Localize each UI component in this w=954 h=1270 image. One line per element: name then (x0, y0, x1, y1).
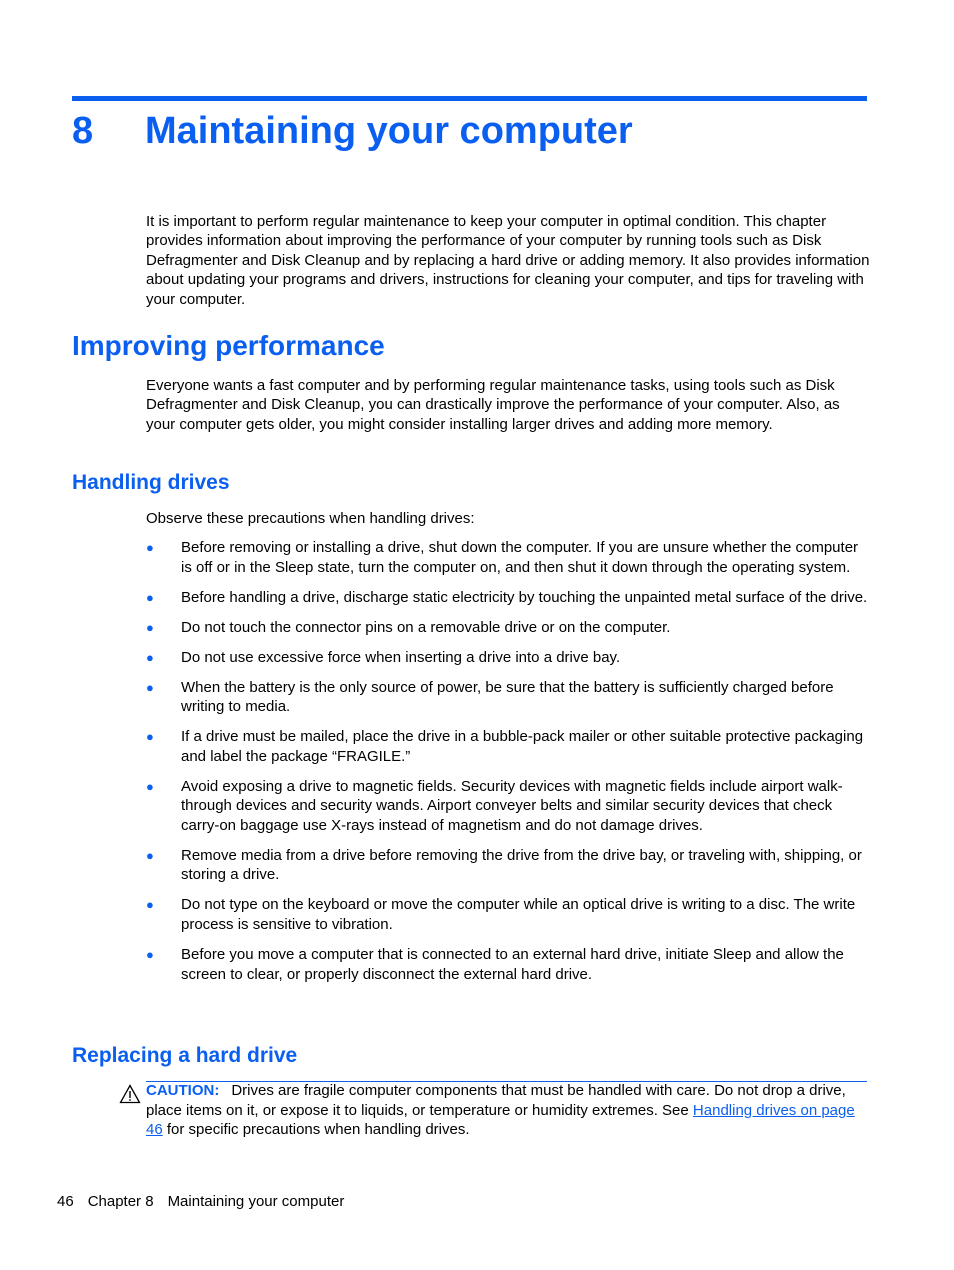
bullet-icon: ● (146, 947, 154, 963)
list-item (146, 588, 870, 608)
bullet-icon: ● (146, 679, 154, 695)
bullet-icon: ● (146, 897, 154, 913)
list-item (146, 945, 870, 984)
list-item (146, 618, 870, 638)
page-footer (57, 1192, 358, 1211)
caution-label: CAUTION: (146, 1082, 220, 1099)
caution-paragraph (146, 1081, 868, 1140)
footer-chapter-title: Maintaining your computer (167, 1193, 345, 1210)
list-item (146, 895, 870, 934)
improving-performance-paragraph: Everyone wants a fast computer and by performing regular maintenance tasks, using tools such as Disk Defragmenter and Disk Cleanup, you can drastically improve the performance of your computer. Also, as your computer gets older, you might consider installing larger drives and adding more memory. (146, 377, 840, 433)
section-heading-improving-performance: Improving performance (72, 330, 385, 361)
bullet-icon: ● (146, 589, 154, 605)
chapter-title: Maintaining your computer (145, 110, 633, 152)
chapter-heading (72, 108, 633, 154)
list-item (146, 538, 870, 577)
list-item-text: Before handling a drive, discharge static electricity by touching the unpainted metal surface of the drive. (181, 588, 868, 606)
list-item (146, 727, 870, 766)
list-item (146, 648, 870, 668)
list-item-text: If a drive must be mailed, place the drive in a bubble-pack mailer or other suitable protective packaging and label the package “FRAGILE.” (181, 728, 864, 765)
chapter-number: 8 (72, 110, 94, 152)
caution-text-after: for specific precautions when handling drives. (162, 1121, 470, 1139)
list-item-text: Before you move a computer that is connected to an external hard drive, initiate Sleep and allow the screen to clear, or properly disconnect the external hard drive. (181, 946, 844, 983)
list-item-text: Do not touch the connector pins on a removable drive or on the computer. (181, 618, 671, 636)
intro-paragraph: It is important to perform regular maintenance to keep your computer in optimal condition. This chapter provides information about improving the performance of your computer by running tools such as Disk Defragmenter and Disk Cleanup and by replacing a hard drive or adding memory. It also provides information about updating your programs and drivers, instructions for cleaning your computer, and tips for traveling with your computer. (146, 213, 870, 308)
bullet-icon: ● (146, 729, 154, 745)
handling-drives-link[interactable]: Handling drives on page 46 (146, 1101, 855, 1139)
bullet-icon: ● (146, 847, 154, 863)
precautions-list (146, 538, 870, 995)
list-item-text: Before removing or installing a drive, shut down the computer. If you are unsure whether the computer is off or in the Sleep state, turn the computer on, and then shut it down through the operating system. (181, 539, 859, 576)
caution-text-before: Drives are fragile computer components that must be handled with care. Do not drop a drive, place items on it, or expose it to liquids, or temperature or humidity extremes. See (146, 1082, 846, 1119)
handling-drives-lead: Observe these precautions when handling drives: (146, 510, 475, 527)
list-item (146, 678, 870, 717)
list-item-text: Do not use excessive force when inserting a drive into a drive bay. (181, 648, 621, 666)
list-item-text: When the battery is the only source of power, be sure that the battery is sufficiently charged before writing to media. (181, 678, 834, 716)
page-number: 46 (57, 1193, 74, 1210)
bullet-icon: ● (146, 649, 154, 665)
list-item (146, 777, 870, 836)
bullet-icon: ● (146, 619, 154, 635)
section-heading-handling-drives: Handling drives (72, 471, 230, 494)
list-item (146, 846, 870, 885)
list-item-text: Avoid exposing a drive to magnetic fields. Security devices with magnetic fields include airport walk-through devices and security wands. Airport conveyer belts and similar security devices that check carry-on baggage use X-rays instead of magnetism and do not damage drives. (181, 777, 843, 834)
chapter-rule (72, 96, 867, 101)
bullet-icon: ● (146, 778, 154, 794)
bullet-icon: ● (146, 540, 154, 555)
section-heading-replacing-hard-drive: Replacing a hard drive (72, 1044, 298, 1067)
footer-chapter-label: Chapter 8 (87, 1193, 154, 1210)
list-item-text: Remove media from a drive before removing the drive from the drive bay, or traveling with, shipping, or storing a drive. (181, 846, 862, 884)
warning-icon (119, 1084, 141, 1104)
list-item-text: Do not type on the keyboard or move the computer while an optical drive is writing to a disc. The write process is sensitive to vibration. (181, 896, 856, 934)
